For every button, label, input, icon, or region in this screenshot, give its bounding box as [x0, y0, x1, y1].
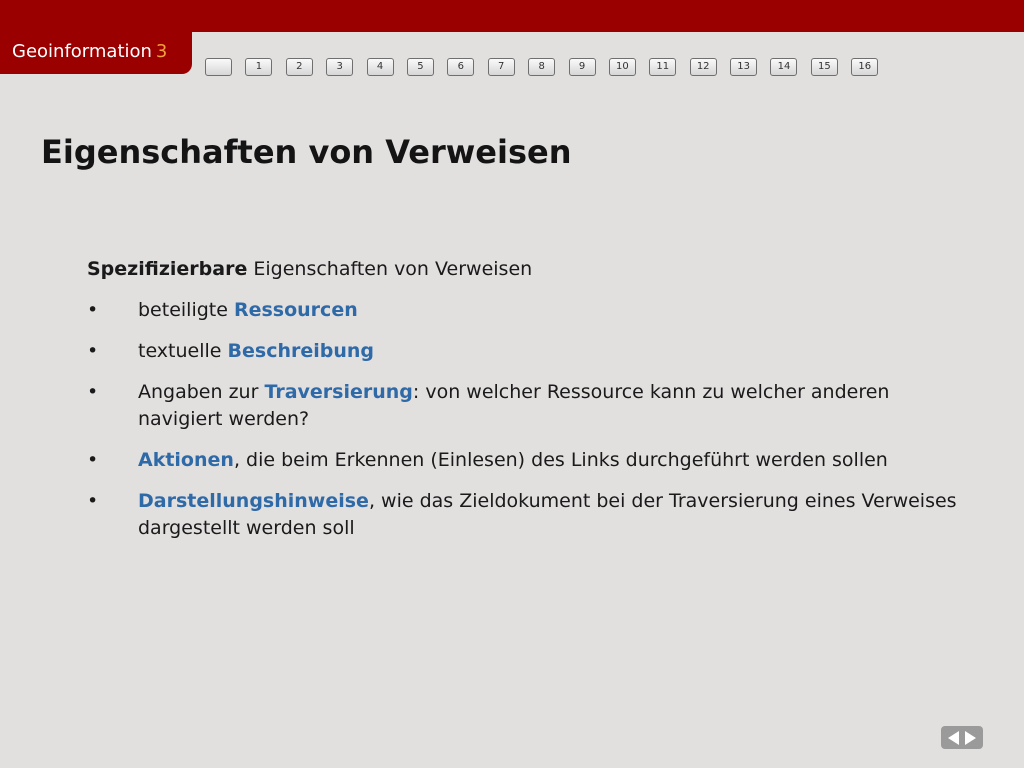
slide-navigation	[941, 726, 983, 749]
bullet: •	[87, 490, 99, 512]
bullet: •	[87, 299, 99, 321]
bullet: •	[87, 340, 99, 362]
course-number: 3	[155, 41, 168, 62]
item-rest: : von welcher Ressource kann zu welcher anderen navigiert werden?	[138, 381, 890, 430]
item-keyword: Ressourcen	[233, 299, 358, 321]
intro-bold: Spezifizierbare	[87, 258, 248, 280]
page-button-16[interactable]: 16	[851, 58, 878, 76]
item-text: Angaben zur	[138, 381, 265, 403]
slide-content	[87, 256, 967, 556]
item-keyword: Darstellungshinweise	[138, 490, 369, 512]
triangle-right-icon[interactable]	[965, 731, 976, 745]
page-button-7[interactable]: 7	[488, 58, 515, 76]
bullet: •	[87, 449, 99, 471]
page-button-1[interactable]: 1	[245, 58, 272, 76]
page-button-blank[interactable]	[205, 58, 232, 76]
page-button-14[interactable]: 14	[770, 58, 797, 76]
intro-text: Eigenschaften von Verweisen	[247, 258, 533, 280]
page-button-6[interactable]: 6	[447, 58, 474, 76]
page-button-12[interactable]: 12	[690, 58, 717, 76]
item-rest: , die beim Erkennen (Einlesen) des Links durchgeführt werden sollen	[233, 449, 888, 471]
slide-pager	[205, 58, 892, 76]
list-item	[87, 297, 967, 324]
item-keyword: Beschreibung	[227, 340, 375, 362]
page-button-13[interactable]: 13	[730, 58, 757, 76]
page-button-3[interactable]: 3	[326, 58, 353, 76]
list-item	[87, 379, 967, 433]
page-button-5[interactable]: 5	[407, 58, 434, 76]
page-button-8[interactable]: 8	[528, 58, 555, 76]
list-item	[87, 488, 967, 542]
page-button-9[interactable]: 9	[569, 58, 596, 76]
property-list	[87, 297, 967, 542]
page-button-2[interactable]: 2	[286, 58, 313, 76]
item-text: beteiligte	[138, 299, 234, 321]
bullet: •	[87, 381, 99, 403]
page-button-11[interactable]: 11	[649, 58, 676, 76]
page-button-10[interactable]: 10	[609, 58, 636, 76]
page-button-4[interactable]: 4	[367, 58, 394, 76]
intro-line	[87, 256, 967, 283]
item-rest: , wie das Zieldokument bei der Traversierung eines Verweises dargestellt werden soll	[138, 490, 957, 539]
item-keyword: Traversierung	[264, 381, 413, 403]
list-item	[87, 338, 967, 365]
triangle-left-icon[interactable]	[948, 731, 959, 745]
list-item	[87, 447, 967, 474]
course-title-text: Geoinformation	[12, 41, 152, 62]
page-button-15[interactable]: 15	[811, 58, 838, 76]
course-tab	[0, 0, 192, 74]
item-keyword: Aktionen	[138, 449, 234, 471]
course-title	[12, 41, 167, 62]
slide-title: Eigenschaften von Verweisen	[41, 133, 572, 171]
item-text: textuelle	[138, 340, 228, 362]
